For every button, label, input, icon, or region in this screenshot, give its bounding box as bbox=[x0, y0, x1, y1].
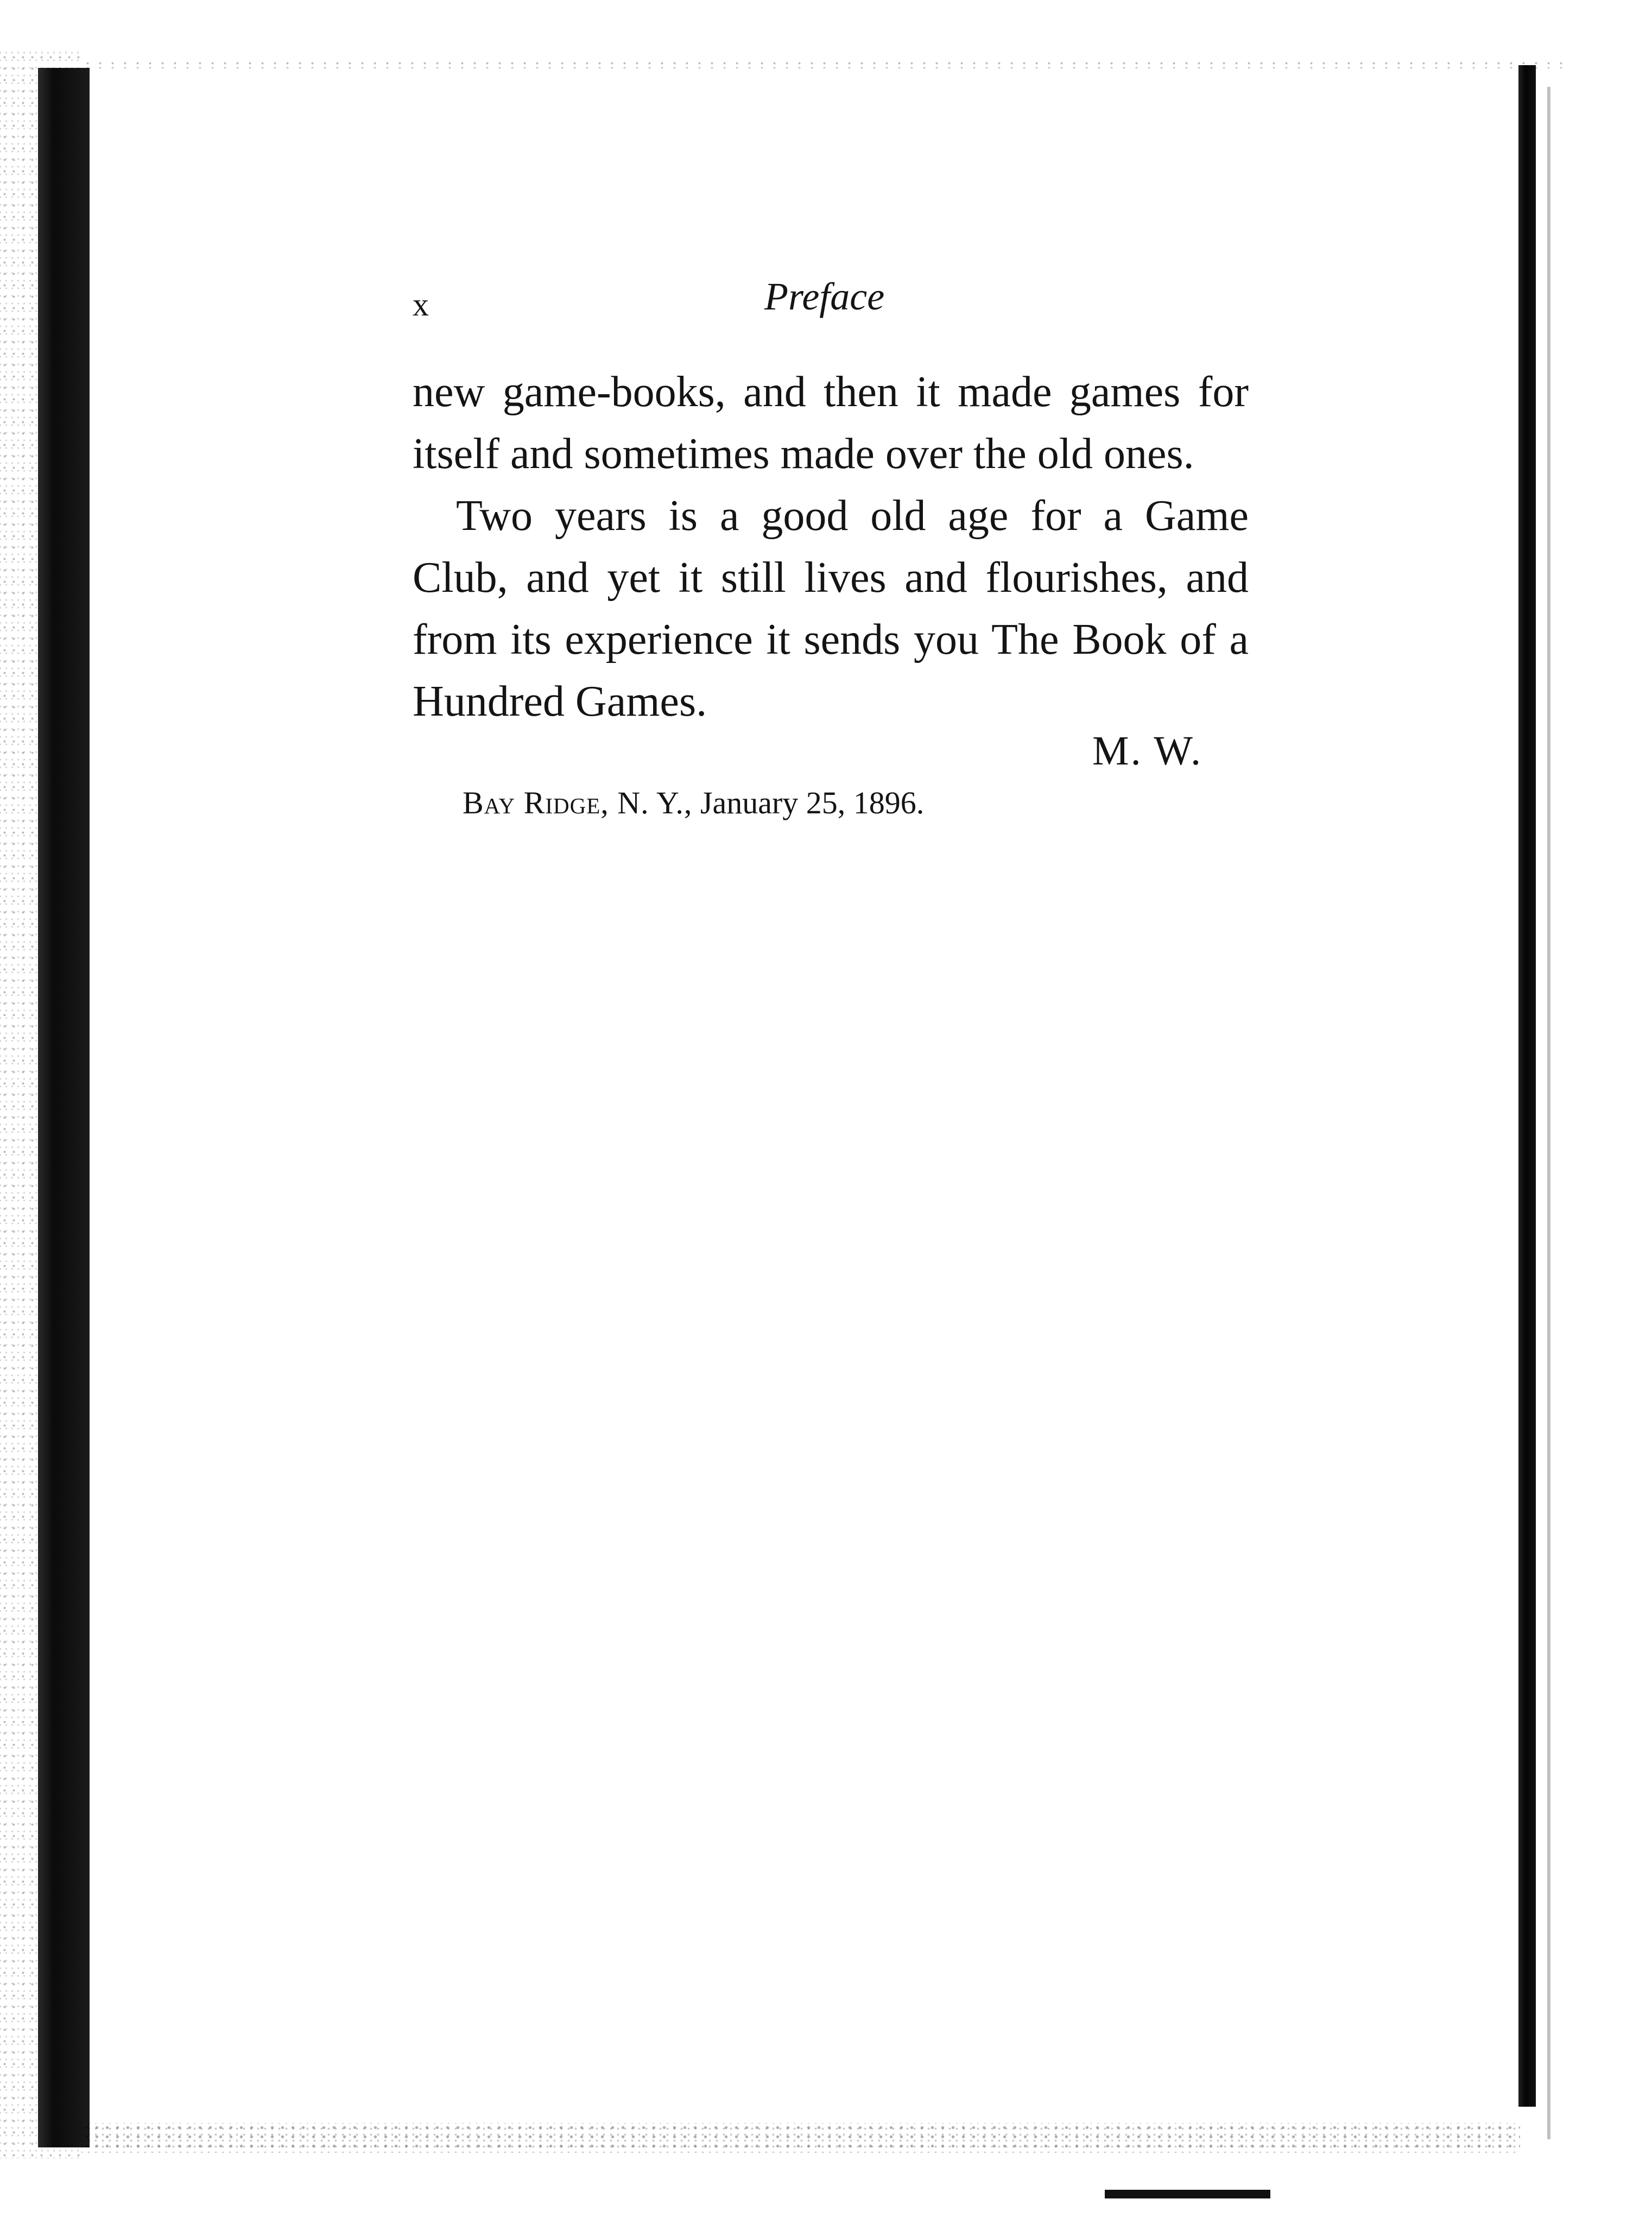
paragraph-two-years: Two years is a good old age for a Game Club, and yet it still lives and flourishes, and from its experience it sends you The Book of a Hundred Games. bbox=[413, 492, 1249, 725]
running-head: Preface bbox=[764, 275, 885, 318]
dateline-place: Bay Ridge, N. Y., bbox=[463, 785, 693, 820]
dateline bbox=[463, 785, 924, 821]
scan-edge-right-line bbox=[1547, 87, 1550, 2139]
body-text bbox=[413, 361, 1249, 732]
scan-binding-edge-right bbox=[1518, 65, 1536, 2107]
paragraph-continued: new game-books, and then it made games for itself and sometimes made over the old ones. bbox=[413, 368, 1249, 478]
scan-bottom-bar bbox=[1105, 2190, 1270, 2198]
signature: M. W. bbox=[1092, 728, 1202, 774]
page-number: x bbox=[413, 287, 430, 323]
scan-binding-edge-left bbox=[38, 68, 90, 2147]
dateline-date: January 25, 1896. bbox=[700, 785, 925, 820]
scan-edge-bottom bbox=[81, 2123, 1520, 2153]
scan-edge-top bbox=[81, 61, 1564, 68]
page-header bbox=[413, 274, 1249, 328]
